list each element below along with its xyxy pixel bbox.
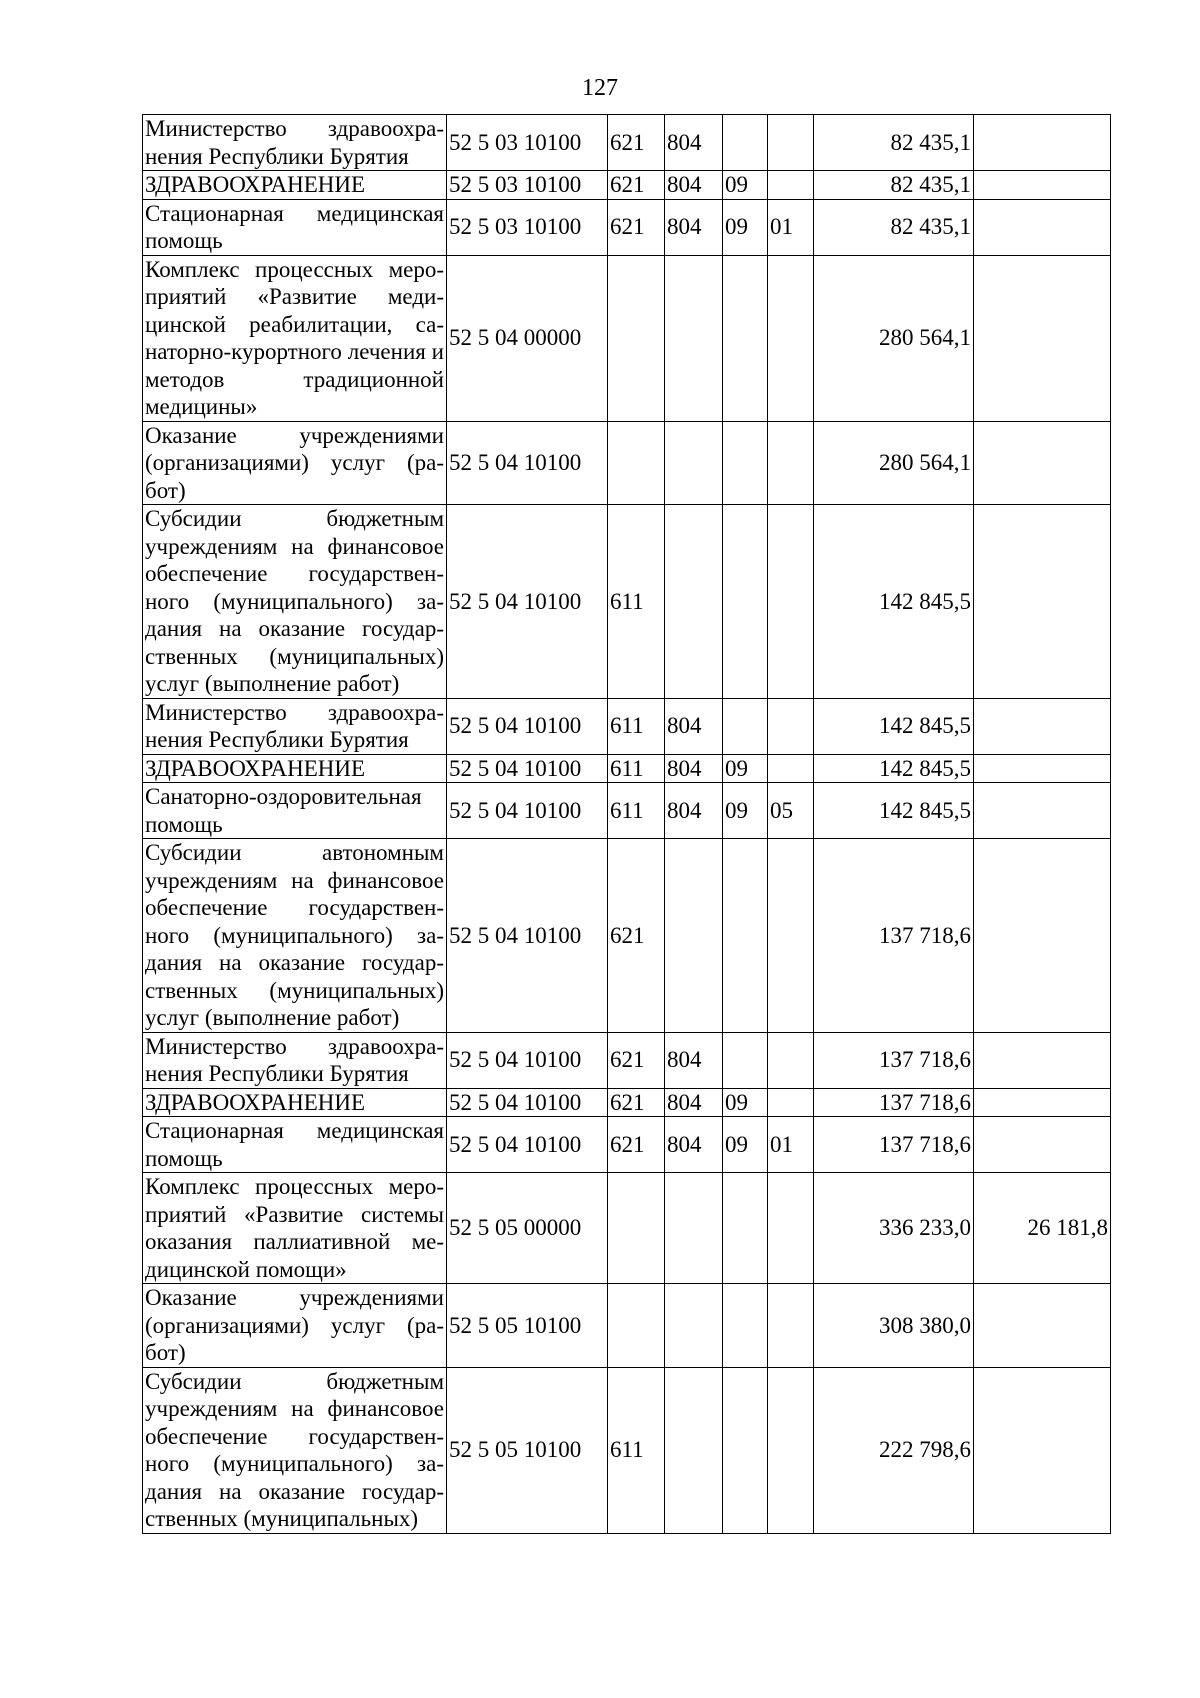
row-name-cell: Министерство здравоохра-нения Республики Бурятия: [143, 698, 447, 754]
row-name-cell: Субсидии бюджетным учреждениям на финансовое обеспечение государствен-ного (муниципального) за-дания на оказание государ-ственных (муниципальных) услуг (выполнение работ): [143, 505, 447, 699]
expense-type-cell: 621: [608, 1032, 665, 1088]
amount-cell: 82 435,1: [814, 171, 974, 200]
federal-amount-cell: [974, 199, 1111, 255]
federal-amount-cell: 26 181,8: [974, 1173, 1111, 1284]
section-cell: 09: [723, 171, 768, 200]
subsection-cell: 01: [768, 199, 814, 255]
federal-amount-cell: [974, 1117, 1111, 1173]
federal-amount-cell: [974, 421, 1111, 505]
amount-cell: 137 718,6: [814, 1032, 974, 1088]
table-row: [143, 754, 1111, 783]
subsection-cell: [768, 421, 814, 505]
federal-amount-cell: [974, 1032, 1111, 1088]
amount-cell: 137 718,6: [814, 839, 974, 1033]
expense-type-cell: 611: [608, 754, 665, 783]
federal-amount-cell: [974, 505, 1111, 699]
subsection-cell: [768, 1032, 814, 1088]
section-cell: [723, 1173, 768, 1284]
subsection-cell: [768, 505, 814, 699]
amount-cell: 222 798,6: [814, 1367, 974, 1533]
admin-code-cell: [665, 255, 723, 421]
amount-cell: 82 435,1: [814, 199, 974, 255]
amount-cell: 280 564,1: [814, 421, 974, 505]
section-cell: 09: [723, 1117, 768, 1173]
subsection-cell: [768, 255, 814, 421]
federal-amount-cell: [974, 1284, 1111, 1368]
expense-type-cell: [608, 255, 665, 421]
expense-type-cell: 611: [608, 1367, 665, 1533]
target-code-cell: 52 5 04 10100: [447, 1088, 608, 1117]
target-code-cell: 52 5 04 00000: [447, 255, 608, 421]
row-name-cell: Оказание учреждениями (организациями) услуг (ра-бот): [143, 1284, 447, 1368]
section-cell: [723, 115, 768, 171]
target-code-cell: 52 5 05 00000: [447, 1173, 608, 1284]
amount-cell: 142 845,5: [814, 698, 974, 754]
section-cell: [723, 698, 768, 754]
table-row: [143, 255, 1111, 421]
subsection-cell: [768, 1284, 814, 1368]
expense-type-cell: 621: [608, 171, 665, 200]
section-cell: [723, 505, 768, 699]
subsection-cell: [768, 754, 814, 783]
federal-amount-cell: [974, 754, 1111, 783]
expense-type-cell: 621: [608, 199, 665, 255]
amount-cell: 137 718,6: [814, 1117, 974, 1173]
amount-cell: 142 845,5: [814, 783, 974, 839]
expense-type-cell: 611: [608, 505, 665, 699]
subsection-cell: 05: [768, 783, 814, 839]
table-row: [143, 1284, 1111, 1368]
admin-code-cell: 804: [665, 698, 723, 754]
expense-type-cell: [608, 1173, 665, 1284]
admin-code-cell: [665, 505, 723, 699]
section-cell: [723, 421, 768, 505]
row-name-cell: Комплекс процессных меро-приятий «Развитие системы оказания паллиативной ме-дицинской помощи»: [143, 1173, 447, 1284]
expense-type-cell: 611: [608, 698, 665, 754]
section-cell: 09: [723, 1088, 768, 1117]
admin-code-cell: 804: [665, 171, 723, 200]
section-cell: 09: [723, 783, 768, 839]
section-cell: 09: [723, 754, 768, 783]
target-code-cell: 52 5 03 10100: [447, 199, 608, 255]
row-name-cell: Субсидии автономным учреждениям на финансовое обеспечение государствен-ного (муниципального) за-дания на оказание государ-ственных (муниципальных) услуг (выполнение работ): [143, 839, 447, 1033]
table-row: [143, 115, 1111, 171]
amount-cell: 308 380,0: [814, 1284, 974, 1368]
federal-amount-cell: [974, 783, 1111, 839]
section-cell: [723, 839, 768, 1033]
admin-code-cell: 804: [665, 115, 723, 171]
subsection-cell: 01: [768, 1117, 814, 1173]
page-number: 127: [582, 75, 618, 101]
admin-code-cell: [665, 839, 723, 1033]
row-name-cell: Стационарная медицинская помощь: [143, 199, 447, 255]
amount-cell: 142 845,5: [814, 754, 974, 783]
row-name-cell: Министерство здравоохра-нения Республики Бурятия: [143, 115, 447, 171]
federal-amount-cell: [974, 171, 1111, 200]
section-cell: [723, 1284, 768, 1368]
row-name-cell: Санаторно-оздоровительная помощь: [143, 783, 447, 839]
target-code-cell: 52 5 03 10100: [447, 115, 608, 171]
admin-code-cell: 804: [665, 1088, 723, 1117]
table-row: [143, 421, 1111, 505]
row-name-cell: Субсидии бюджетным учреждениям на финансовое обеспечение государствен-ного (муниципального) за-дания на оказание государ-ственных (муниципальных): [143, 1367, 447, 1533]
amount-cell: 142 845,5: [814, 505, 974, 699]
target-code-cell: 52 5 04 10100: [447, 505, 608, 699]
section-cell: 09: [723, 199, 768, 255]
table-row: [143, 698, 1111, 754]
subsection-cell: [768, 698, 814, 754]
table-row: [143, 1117, 1111, 1173]
row-name-cell: ЗДРАВООХРАНЕНИЕ: [143, 754, 447, 783]
target-code-cell: 52 5 04 10100: [447, 754, 608, 783]
expense-type-cell: 611: [608, 783, 665, 839]
expense-type-cell: 621: [608, 1117, 665, 1173]
row-name-cell: Оказание учреждениями (организациями) услуг (ра-бот): [143, 421, 447, 505]
table-row: [143, 783, 1111, 839]
federal-amount-cell: [974, 698, 1111, 754]
subsection-cell: [768, 839, 814, 1033]
admin-code-cell: 804: [665, 783, 723, 839]
admin-code-cell: 804: [665, 754, 723, 783]
amount-cell: 137 718,6: [814, 1088, 974, 1117]
expense-type-cell: 621: [608, 115, 665, 171]
target-code-cell: 52 5 05 10100: [447, 1284, 608, 1368]
expense-type-cell: 621: [608, 839, 665, 1033]
row-name-cell: Стационарная медицинская помощь: [143, 1117, 447, 1173]
expense-type-cell: 621: [608, 1088, 665, 1117]
subsection-cell: [768, 115, 814, 171]
amount-cell: 336 233,0: [814, 1173, 974, 1284]
subsection-cell: [768, 1088, 814, 1117]
target-code-cell: 52 5 04 10100: [447, 698, 608, 754]
federal-amount-cell: [974, 1088, 1111, 1117]
subsection-cell: [768, 1367, 814, 1533]
table-row: [143, 1032, 1111, 1088]
row-name-cell: ЗДРАВООХРАНЕНИЕ: [143, 1088, 447, 1117]
table-row: [143, 171, 1111, 200]
target-code-cell: 52 5 04 10100: [447, 1032, 608, 1088]
table-row: [143, 1173, 1111, 1284]
admin-code-cell: 804: [665, 1117, 723, 1173]
section-cell: [723, 1032, 768, 1088]
amount-cell: 82 435,1: [814, 115, 974, 171]
section-cell: [723, 1367, 768, 1533]
table-row: [143, 839, 1111, 1033]
federal-amount-cell: [974, 839, 1111, 1033]
federal-amount-cell: [974, 1367, 1111, 1533]
table-row: [143, 1088, 1111, 1117]
subsection-cell: [768, 171, 814, 200]
admin-code-cell: [665, 421, 723, 505]
budget-table: [142, 114, 1111, 1534]
row-name-cell: ЗДРАВООХРАНЕНИЕ: [143, 171, 447, 200]
admin-code-cell: [665, 1173, 723, 1284]
admin-code-cell: 804: [665, 199, 723, 255]
table-row: [143, 1367, 1111, 1533]
row-name-cell: Комплекс процессных меро-приятий «Развитие меди-цинской реабилитации, са-наторно-курортного лечения и методов традиционной медицины»: [143, 255, 447, 421]
admin-code-cell: 804: [665, 1032, 723, 1088]
subsection-cell: [768, 1173, 814, 1284]
table-row: [143, 199, 1111, 255]
admin-code-cell: [665, 1284, 723, 1368]
section-cell: [723, 255, 768, 421]
target-code-cell: 52 5 04 10100: [447, 1117, 608, 1173]
target-code-cell: 52 5 04 10100: [447, 783, 608, 839]
expense-type-cell: [608, 421, 665, 505]
amount-cell: 280 564,1: [814, 255, 974, 421]
admin-code-cell: [665, 1367, 723, 1533]
target-code-cell: 52 5 04 10100: [447, 421, 608, 505]
target-code-cell: 52 5 03 10100: [447, 171, 608, 200]
expense-type-cell: [608, 1284, 665, 1368]
federal-amount-cell: [974, 115, 1111, 171]
row-name-cell: Министерство здравоохра-нения Республики Бурятия: [143, 1032, 447, 1088]
target-code-cell: 52 5 05 10100: [447, 1367, 608, 1533]
table-row: [143, 505, 1111, 699]
federal-amount-cell: [974, 255, 1111, 421]
target-code-cell: 52 5 04 10100: [447, 839, 608, 1033]
table-body: [143, 115, 1111, 1534]
